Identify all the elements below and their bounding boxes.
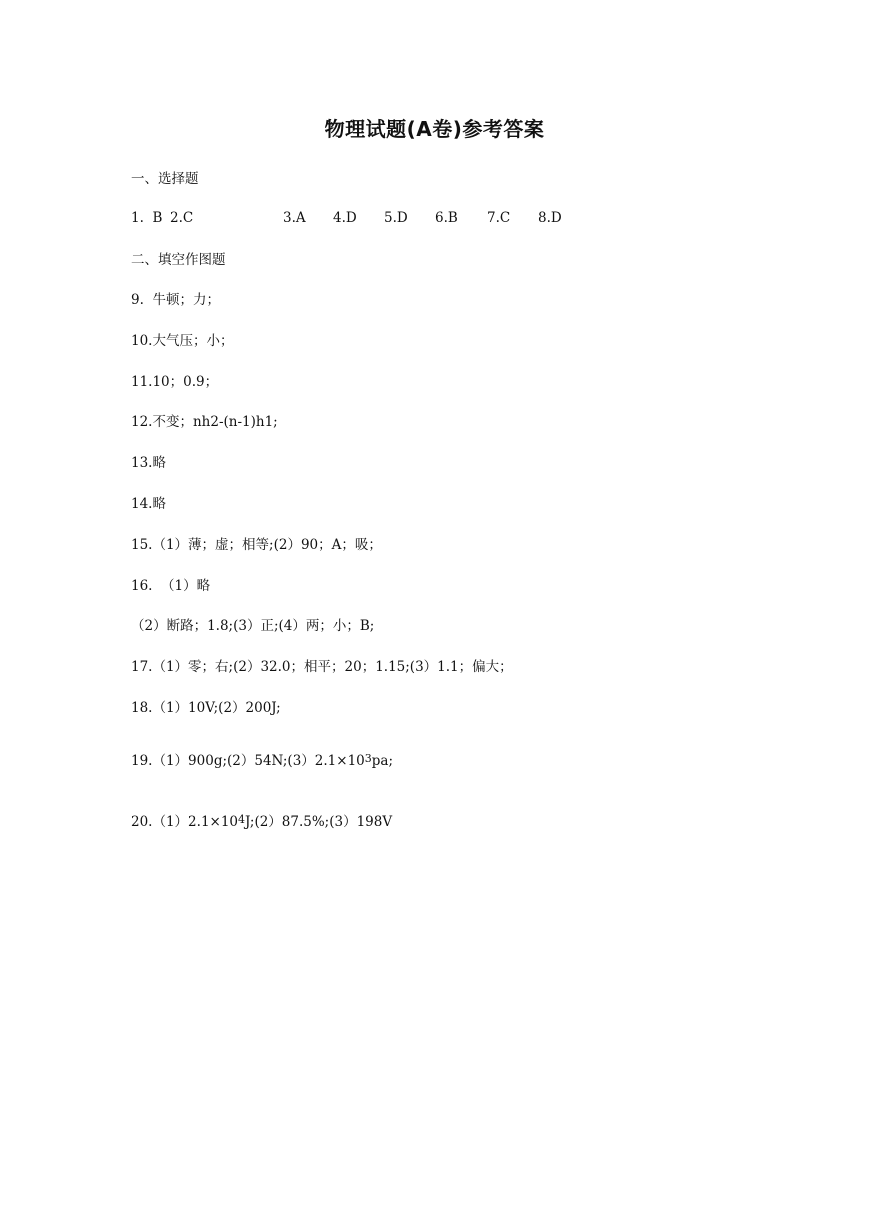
- answer-q1: 1. B: [131, 210, 163, 226]
- answer-q6: 6.B: [435, 210, 458, 226]
- answer-q19-unit: pa;: [371, 753, 393, 769]
- answer-q14: 14.略: [131, 496, 166, 512]
- page-title: 物理试题(A卷)参考答案: [324, 117, 545, 141]
- answer-q8: 8.D: [538, 210, 562, 226]
- section-heading-multiple-choice: 一、选择题: [131, 171, 199, 187]
- answer-q17: 17.（1）零；右;(2）32.0；相平；20；1.15;(3）1.1；偏大；: [131, 659, 513, 675]
- answer-q2: 2.C: [170, 210, 194, 226]
- answer-q19-text: 19.（1）900g;(2）54N;(3）2.1×10: [131, 753, 365, 769]
- answer-q10: 10.大气压；小；: [131, 333, 234, 349]
- answer-q4: 4.D: [333, 210, 357, 226]
- answer-q12: 12.不变；nh2-(n-1)h1;: [131, 414, 278, 430]
- answer-q15: 15.（1）薄；虚；相等;(2）90；A；吸；: [131, 537, 382, 553]
- answer-q19: [131, 752, 393, 770]
- answer-q11: 11.10；0.9；: [131, 374, 219, 390]
- answer-q18: 18.（1）10V;(2）200J;: [131, 700, 281, 716]
- answer-q16-part1: 16. （1）略: [131, 578, 211, 594]
- answer-q9: 9. 牛顿；力；: [131, 292, 220, 308]
- answer-q20: [131, 813, 392, 831]
- answer-q3: 3.A: [283, 210, 306, 226]
- answer-q20-text: 20.（1）2.1×10: [131, 814, 239, 830]
- answer-q19-exponent: 3: [364, 752, 372, 765]
- answer-q13: 13.略: [131, 455, 166, 471]
- section-heading-fill-in: 二、填空作图题: [131, 252, 226, 268]
- answer-q5: 5.D: [384, 210, 408, 226]
- answer-q7: 7.C: [487, 210, 511, 226]
- answer-q16-part2: （2）断路；1.8;(3）正;(4）两；小；B;: [131, 618, 375, 634]
- answer-q20-exponent: 4: [238, 813, 246, 826]
- answer-q20-rest: J;(2）87.5%;(3）198V: [245, 814, 393, 830]
